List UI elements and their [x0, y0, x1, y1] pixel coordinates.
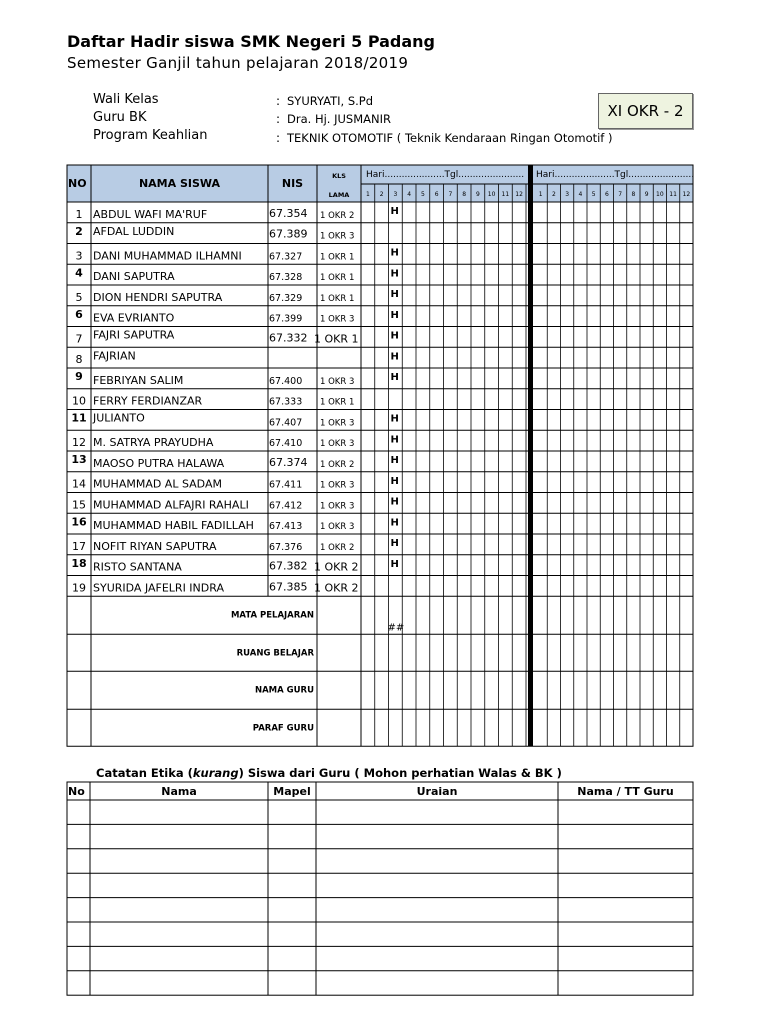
header-name: NAMA SISWA: [138, 177, 221, 190]
day-number-right: 11: [669, 191, 677, 198]
attendance-mark: H: [390, 247, 399, 259]
student-kls: 1 OKR 2: [314, 581, 359, 595]
student-nis: 67.411: [269, 479, 303, 491]
student-kls: 1 OKR 3: [320, 231, 355, 242]
header-nis: NIS: [281, 177, 304, 190]
student-name: RISTO SANTANA: [93, 560, 182, 574]
student-name: MAOSO PUTRA HALAWA: [93, 456, 225, 470]
student-name: MUHAMMAD ALFAJRI RAHALI: [93, 498, 249, 512]
footer-label: MATA PELAJARAN: [230, 610, 314, 621]
student-kls: 1 OKR 3: [320, 501, 355, 512]
student-name: MUHAMMAD HABIL FADILLAH: [93, 519, 254, 532]
attendance-mark: H: [390, 538, 399, 549]
wali-kelas-value: SYURYATI, S.Pd: [287, 94, 374, 108]
student-kls: 1 OKR 3: [320, 480, 355, 491]
attendance-mark: H: [390, 434, 399, 446]
attendance-mark: H: [390, 558, 399, 570]
day-number-left: 4: [407, 191, 412, 198]
notes-title-prefix: Catatan Etika (: [96, 766, 193, 780]
student-no: 15: [72, 498, 86, 512]
day-number-right: 8: [631, 191, 636, 198]
student-kls: 1 OKR 3: [320, 522, 355, 532]
header-hari-tgl-left: Hari.....................Tgl.......................: [366, 170, 525, 180]
wali-kelas-colon: :: [276, 94, 281, 108]
student-no: 11: [71, 411, 87, 425]
day-number-left: 9: [475, 191, 480, 198]
student-kls: 1 OKR 3: [320, 314, 355, 325]
attendance-mark: H: [390, 455, 399, 466]
student-no: 16: [71, 515, 87, 529]
day-number-right: 9: [644, 191, 649, 198]
attendance-mark: H: [390, 268, 399, 280]
attendance-mark: H: [390, 351, 399, 363]
student-no: 7: [75, 332, 83, 346]
notes-header-no: No: [68, 785, 85, 798]
notes-header-uraian: Uraian: [416, 785, 458, 798]
header-kls-bottom: LAMA: [328, 191, 350, 199]
day-number-right: 7: [618, 191, 623, 198]
header-no: NO: [68, 177, 87, 190]
student-name: DANI SAPUTRA: [93, 270, 175, 283]
student-kls: 1 OKR 2: [320, 542, 355, 553]
student-no: 1: [75, 207, 83, 221]
student-kls: 1 OKR 1: [320, 252, 355, 263]
student-name: JULIANTO: [93, 411, 145, 425]
header-hari-tgl-right: Hari.....................Tgl.......................: [536, 170, 695, 180]
notes-border: [67, 782, 693, 995]
attendance-mark: H: [390, 413, 399, 425]
student-nis: 67.329: [269, 292, 303, 304]
student-name: MUHAMMAD AL SADAM: [93, 477, 222, 491]
student-kls: 1 OKR 1: [314, 332, 359, 346]
student-no: 17: [72, 539, 86, 553]
attendance-mark: H: [390, 206, 399, 217]
student-no: 5: [75, 290, 83, 304]
student-name: DANI MUHAMMAD ILHAMNI: [93, 249, 242, 263]
wali-kelas-label: Wali Kelas: [93, 92, 159, 107]
student-nis: 67.407: [269, 417, 303, 429]
student-nis: 67.385: [269, 580, 308, 594]
student-kls: 1 OKR 2: [320, 210, 355, 221]
guru-bk-label: Guru BK: [93, 110, 147, 125]
attendance-mark: H: [390, 330, 399, 342]
day-number-left: 8: [462, 191, 467, 198]
class-label-box: XI OKR - 2: [598, 93, 693, 129]
student-nis: 67.376: [269, 541, 303, 553]
student-no: 18: [71, 556, 87, 570]
student-nis: 67.413: [269, 521, 303, 532]
day-number-right: 1: [538, 191, 543, 198]
notes-title-italic: kurang: [192, 766, 239, 780]
student-name: M. SATRYA PRAYUDHA: [93, 436, 214, 449]
program-label: Program Keahlian: [93, 128, 208, 143]
student-no: 19: [72, 581, 86, 595]
student-no: 2: [75, 224, 83, 238]
footer-label: NAMA GURU: [254, 685, 314, 696]
student-no: 4: [75, 266, 83, 280]
student-nis: 67.354: [269, 206, 308, 220]
student-nis: 67.400: [269, 375, 303, 387]
student-nis: 67.333: [269, 396, 303, 408]
day-number-left: 2: [379, 191, 384, 198]
notes-header-nama: Nama: [161, 785, 197, 798]
student-no: 8: [75, 353, 83, 366]
day-number-right: 2: [551, 191, 556, 198]
student-nis: 67.332: [269, 331, 308, 345]
day-number-left: 5: [420, 191, 425, 198]
student-name: FAJRIAN: [93, 349, 136, 363]
student-no: 14: [72, 477, 86, 491]
day-number-left: 6: [434, 191, 439, 198]
student-name: EVA EVRIANTO: [93, 311, 175, 325]
student-no: 12: [72, 436, 86, 449]
day-number-left: 7: [448, 191, 453, 198]
attendance-mark: H: [390, 309, 399, 321]
student-no: 13: [71, 453, 87, 466]
student-name: ABDUL WAFI MA'RUF: [93, 207, 208, 221]
student-no: 10: [72, 394, 86, 408]
header-kls-top: KLS: [332, 172, 346, 180]
student-name: DION HENDRI SAPUTRA: [93, 290, 223, 304]
attendance-mark: H: [390, 289, 399, 300]
guru-bk-colon: :: [276, 112, 281, 126]
student-name: NOFIT RIYAN SAPUTRA: [93, 539, 217, 553]
student-nis: 67.328: [269, 272, 303, 283]
day-number-right: 4: [578, 191, 583, 198]
document-title: Daftar Hadir siswa SMK Negeri 5 Padang: [67, 32, 436, 51]
student-name: FERRY FERDIANZAR: [93, 394, 203, 408]
document-subtitle: Semester Ganjil tahun pelajaran 2018/2019: [67, 54, 409, 72]
student-kls: 1 OKR 1: [320, 293, 355, 304]
student-no: 6: [75, 307, 83, 321]
day-number-left: 3: [393, 191, 398, 198]
student-nis: 67.382: [269, 559, 308, 573]
day-number-left: 1: [365, 191, 370, 198]
program-colon: :: [276, 131, 281, 145]
attendance-mark: H: [390, 517, 399, 529]
student-nis: 67.389: [269, 227, 308, 241]
notes-title-suffix: ) Siswa dari Guru ( Mohon perhatian Walas & BK ): [238, 766, 562, 780]
student-kls: 1 OKR 3: [320, 376, 355, 387]
footer-label: PARAF GURU: [252, 723, 314, 734]
student-no: 3: [75, 249, 83, 263]
student-nis: 67.399: [269, 313, 303, 325]
notes-title: [96, 766, 562, 780]
day-number-right: 5: [591, 191, 596, 198]
student-kls: 1 OKR 1: [320, 397, 355, 408]
student-name: SYURIDA JAFELRI INDRA: [93, 581, 224, 595]
student-name: FEBRIYAN SALIM: [93, 373, 184, 387]
week-separator: [528, 165, 533, 746]
footer-mark: ##: [387, 622, 405, 634]
notes-header-guru: Nama / TT Guru: [577, 785, 674, 798]
attendance-mark: H: [390, 496, 399, 508]
day-number-left: 11: [501, 191, 510, 198]
day-number-right: 12: [682, 191, 691, 198]
day-number-right: 6: [604, 191, 609, 198]
footer-label: RUANG BELAJAR: [236, 648, 314, 659]
day-number-left: 10: [487, 191, 496, 198]
student-name: AFDAL LUDDIN: [93, 224, 175, 238]
day-number-left: 12: [515, 191, 523, 198]
student-kls: 1 OKR 2: [320, 459, 355, 470]
day-number-right: 3: [565, 191, 570, 198]
student-name: FAJRI SAPUTRA: [93, 328, 175, 342]
day-number-right: 10: [656, 191, 664, 198]
notes-header-mapel: Mapel: [273, 785, 311, 798]
student-no: 9: [75, 370, 83, 383]
program-value: TEKNIK OTOMOTIF ( Teknik Kendaraan Ringan Otomotif ): [287, 131, 613, 145]
student-kls: 1 OKR 3: [320, 439, 355, 449]
student-kls: 1 OKR 2: [314, 560, 359, 574]
student-kls: 1 OKR 1: [320, 273, 355, 283]
student-nis: 67.412: [269, 500, 303, 512]
guru-bk-value: Dra. Hj. JUSMANIR: [287, 112, 391, 126]
student-nis: 67.410: [269, 438, 303, 449]
student-nis: 67.374: [269, 455, 308, 469]
student-kls: 1 OKR 3: [320, 418, 355, 429]
attendance-mark: H: [390, 475, 399, 487]
attendance-mark: H: [390, 372, 399, 383]
student-nis: 67.327: [269, 251, 303, 263]
